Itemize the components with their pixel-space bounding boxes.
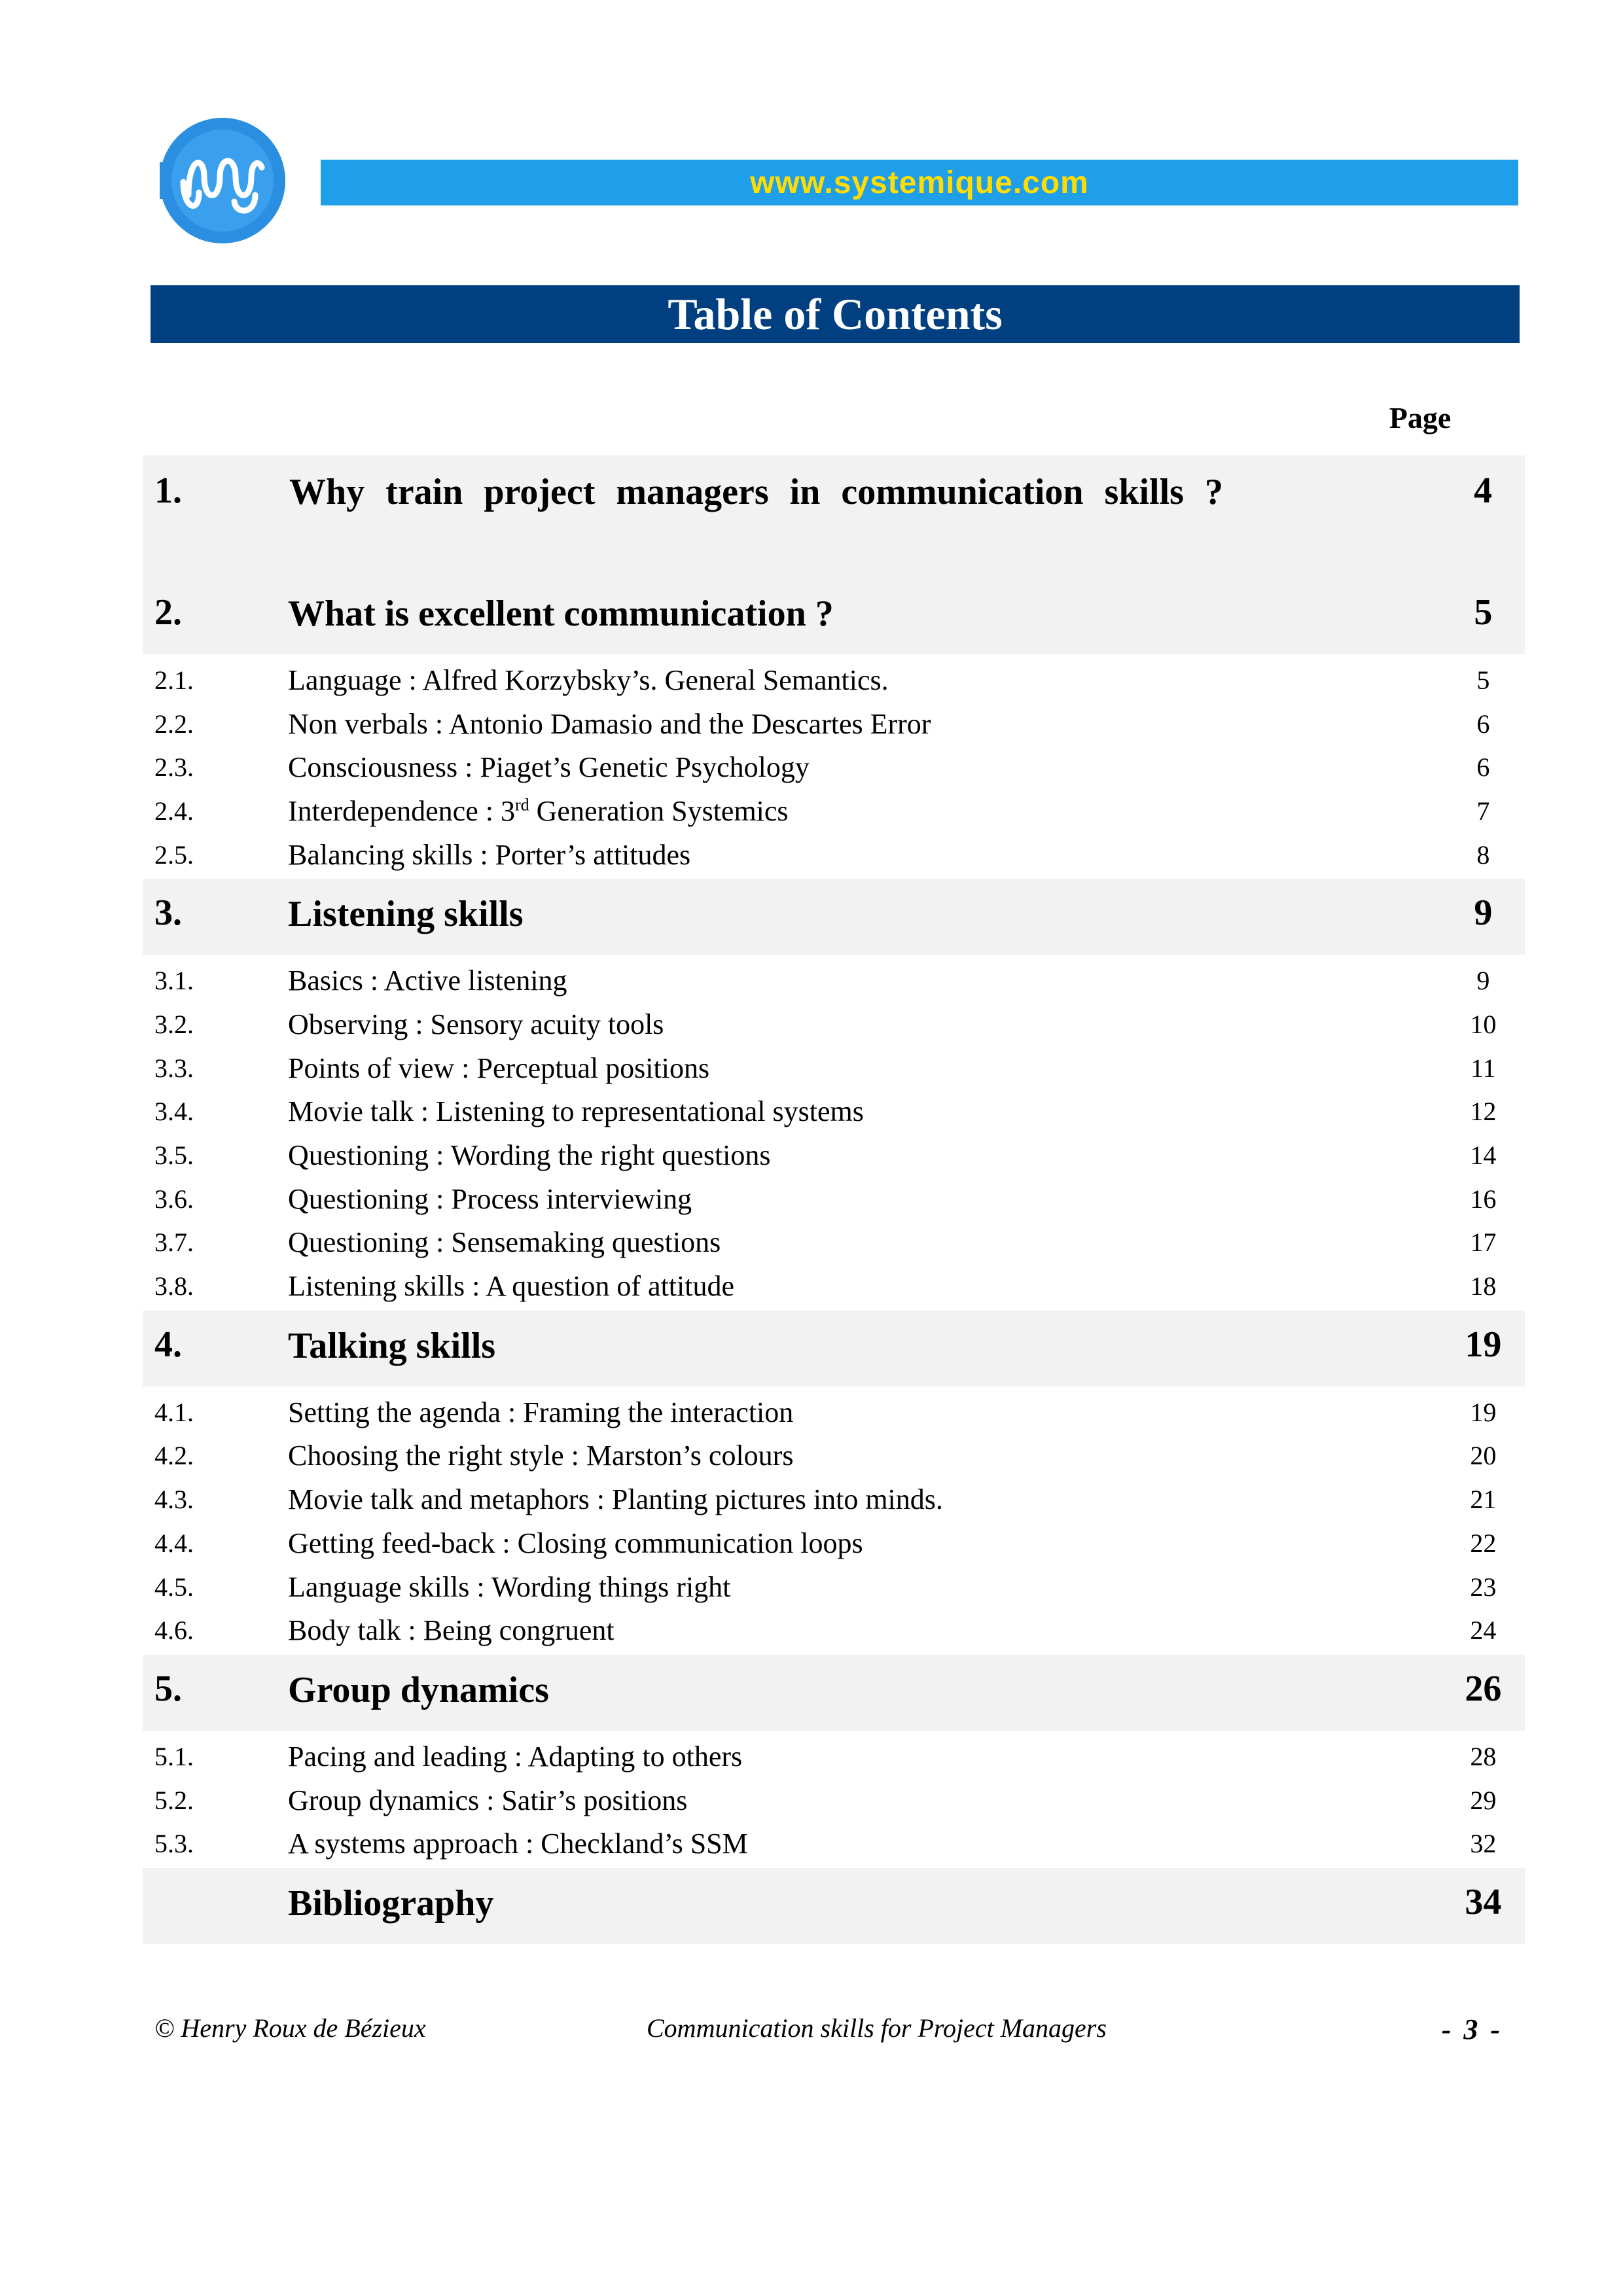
page-column-header: Page [1389,401,1452,434]
section-title: Body talk : Being congruent [288,1614,615,1647]
toc-section[interactable] [143,1565,1525,1609]
url-banner [321,160,1518,205]
section-title: Getting feed-back : Closing communication loops [288,1527,863,1559]
section-page: 32 [1470,1829,1497,1859]
section-number: 3.4. [154,1097,194,1127]
section-number: 3.1. [154,966,194,996]
section-title: Movie talk and metaphors : Planting pictures into minds. [288,1483,943,1516]
chapter-number: 5. [154,1669,182,1710]
section-page: 22 [1470,1528,1497,1558]
section-number: 3.2. [154,1009,194,1039]
section-number: 4.4. [154,1528,194,1558]
toc-section[interactable] [143,1390,1525,1434]
section-page: 6 [1476,752,1490,783]
section-page: 9 [1476,966,1490,996]
table-of-contents [143,455,1525,1944]
section-title [288,794,1455,828]
toc-section[interactable] [143,1177,1525,1221]
toc-section[interactable] [143,959,1525,1002]
chapter-title: Group dynamics [288,1670,549,1711]
section-page: 17 [1470,1227,1497,1258]
toc-section[interactable] [143,789,1525,833]
section-page: 12 [1470,1097,1497,1127]
chapter-4-sections [143,1386,1525,1655]
section-page: 14 [1470,1140,1497,1171]
section-page: 28 [1470,1741,1497,1771]
section-title: Choosing the right style : Marston’s colours [288,1439,794,1472]
section-page: 23 [1470,1572,1497,1602]
toc-section[interactable] [143,658,1525,702]
section-title: Listening skills : A question of attitude [288,1270,735,1303]
chapter-title: Listening skills [288,894,524,935]
section-title: Questioning : Sensemaking questions [288,1226,721,1259]
logo-icon [157,116,288,245]
section-page: 24 [1470,1616,1497,1646]
chapter-title: What is excellent communication ? [288,593,834,634]
page-title: Table of Contents [668,289,1003,339]
section-number: 3.6. [154,1184,194,1214]
toc-section[interactable] [143,1822,1525,1865]
section-number: 3.8. [154,1271,194,1301]
toc-chapter-2[interactable] [143,578,1525,654]
section-page: 19 [1470,1397,1497,1427]
section-title: Movie talk : Listening to representational systems [288,1095,864,1128]
section-number: 5.1. [154,1741,194,1771]
section-title: Consciousness : Piaget’s Genetic Psychology [288,751,810,784]
toc-section[interactable] [143,1133,1525,1177]
toc-section[interactable] [143,1221,1525,1265]
section-number: 4.3. [154,1485,194,1515]
toc-section[interactable] [143,1264,1525,1308]
toc-section[interactable] [143,1735,1525,1778]
toc-section[interactable] [143,702,1525,746]
section-number: 3.7. [154,1227,194,1258]
section-page: 11 [1471,1053,1496,1083]
superscript: rd [514,795,529,815]
toc-section[interactable] [143,833,1525,877]
section-number: 3.5. [154,1140,194,1171]
section-page: 5 [1476,665,1490,695]
section-title: Language skills : Wording things right [288,1570,731,1603]
section-title-part: Generation Systemics [529,794,789,827]
section-page: 6 [1476,709,1490,739]
chapter-number: 3. [154,892,182,934]
toc-section[interactable] [143,1477,1525,1521]
footer-copyright: © Henry Roux de Bézieux [154,2013,426,2043]
chapter-page: 9 [1474,892,1493,934]
chapter-page: 4 [1474,470,1492,511]
chapter-title: Talking skills [288,1325,496,1366]
section-title: Points of view : Perceptual positions [288,1051,710,1084]
section-title: Balancing skills : Porter’s attitudes [288,838,691,871]
chapter-2-sections [143,654,1525,879]
footer-document-title: Communication skills for Project Managers [647,2013,1107,2043]
section-number: 2.4. [154,796,194,826]
section-number: 2.3. [154,752,194,783]
section-title: Group dynamics : Satir’s positions [288,1784,688,1816]
section-page: 10 [1470,1009,1497,1039]
section-title: Pacing and leading : Adapting to others [288,1740,743,1773]
toc-section[interactable] [143,1434,1525,1478]
toc-section[interactable] [143,1521,1525,1565]
toc-section[interactable] [143,1090,1525,1134]
chapter-page: 5 [1474,592,1493,633]
toc-section[interactable] [143,1002,1525,1046]
chapter-title: Bibliography [288,1883,494,1924]
section-page: 16 [1470,1184,1497,1214]
systemique-logo [157,116,288,245]
section-title: Questioning : Process interviewing [288,1182,692,1215]
toc-bibliography[interactable] [143,1868,1525,1944]
footer-page-number: - 3 - [1441,2013,1503,2045]
section-number: 2.5. [154,839,194,870]
toc-section[interactable] [143,745,1525,789]
section-title: Setting the agenda : Framing the interaction [288,1396,794,1428]
section-title: Non verbals : Antonio Damasio and the Descartes Error [288,707,931,740]
section-title: Basics : Active listening [288,964,567,997]
section-number: 4.5. [154,1572,194,1602]
section-title-part: Interdependence : 3 [288,794,515,827]
toc-section[interactable] [143,1046,1525,1090]
toc-chapter-4[interactable] [143,1311,1525,1386]
section-page: 7 [1476,796,1490,826]
section-page: 8 [1476,839,1490,870]
chapter-3-sections [143,955,1525,1311]
section-title: A systems approach : Checkland’s SSM [288,1828,748,1860]
toc-section[interactable] [143,1778,1525,1822]
chapter-5-sections [143,1731,1525,1868]
chapter-number: 4. [154,1324,182,1365]
section-title: Observing : Sensory acuity tools [288,1008,664,1040]
section-title: Questioning : Wording the right questions [288,1139,771,1172]
section-page: 29 [1470,1785,1497,1815]
chapter-number: 1. [154,470,182,511]
chapter-page: 26 [1465,1669,1502,1710]
section-number: 2.2. [154,709,194,739]
section-number: 3.3. [154,1053,194,1083]
chapter-title: Why train project managers in communication skills ? [289,472,1223,512]
toc-chapter-3[interactable] [143,879,1525,955]
section-number: 5.3. [154,1829,194,1859]
section-page: 21 [1470,1485,1497,1515]
website-url[interactable]: www.systemique.com [750,165,1089,200]
section-number: 4.1. [154,1397,194,1427]
section-title: Language : Alfred Korzybsky’s. General Semantics. [288,663,889,696]
section-number: 4.6. [154,1616,194,1646]
section-number: 2.1. [154,665,194,695]
toc-section[interactable] [143,1608,1525,1652]
chapter-page: 19 [1465,1324,1502,1365]
section-number: 5.2. [154,1785,194,1815]
section-page: 18 [1470,1271,1497,1301]
title-banner [151,285,1520,343]
section-page: 20 [1470,1441,1497,1471]
toc-chapter-5[interactable] [143,1655,1525,1731]
chapter-page: 34 [1465,1882,1502,1923]
section-number: 4.2. [154,1441,194,1471]
chapter-number: 2. [154,592,182,633]
